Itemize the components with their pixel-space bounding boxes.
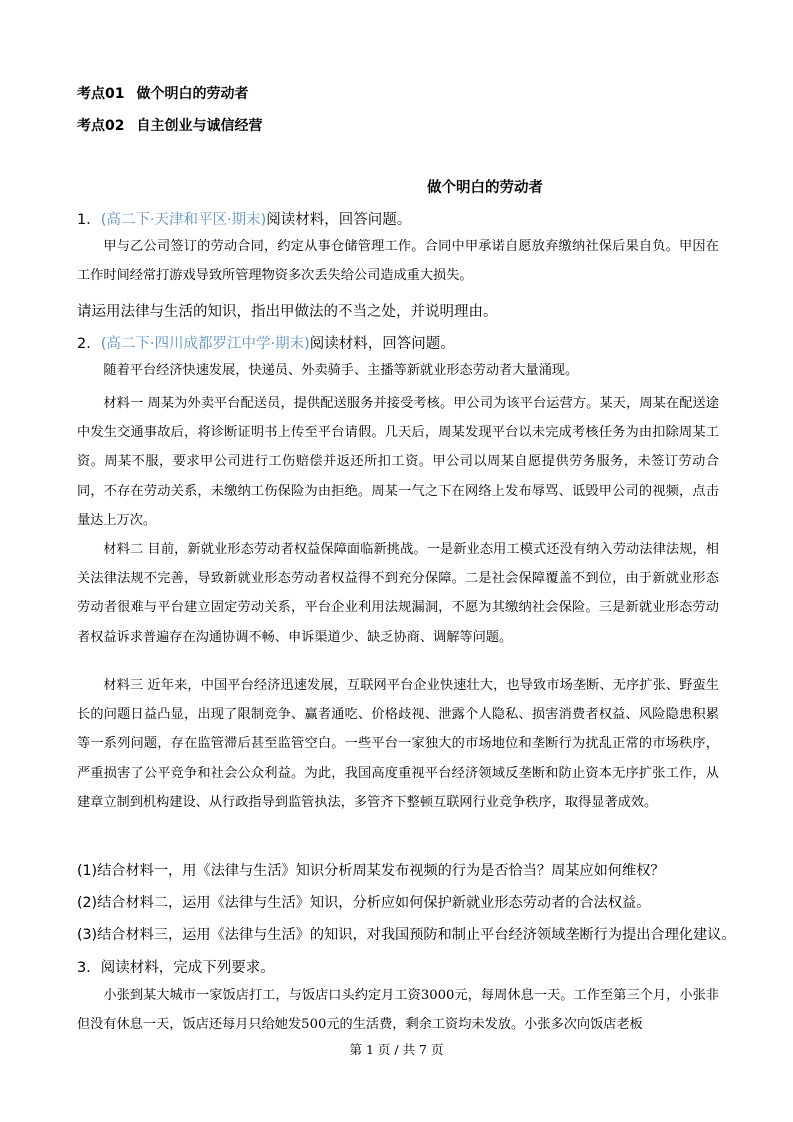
outline-code: 考点02 (77, 118, 125, 134)
question-2-sub-3: (3)结合材料三，运用《法律与生活》的知识，对我国预防和制止平台经济领域垄断行为提出合理化建议。 (77, 927, 736, 943)
section-title: 做个明白的劳动者 (427, 180, 543, 196)
outline-item-2 (77, 115, 262, 135)
question-2-header (77, 332, 455, 353)
question-1-header (77, 208, 411, 229)
outline-title: 做个明白的劳动者 (136, 86, 249, 102)
question-source: (高二下·四川成都罗江中学·期末) (100, 336, 310, 352)
question-prompt: 阅读材料，完成下列要求。 (100, 960, 275, 976)
question-2-sub-2: (2)结合材料二，运用《法律与生活》知识，分析应如何保护新就业形态劳动者的合法权益。 (77, 895, 651, 911)
question-number: 1． (77, 212, 101, 228)
question-2-material-2: 材料二 目前，新就业形态劳动者权益保障面临新挑战。一是新业态用工模式还没有纳入劳动法律法规，相关法律法规不完善，导致新就业形态劳动者权益得不到充分保障。二是社会保障覆盖不到位，由于新就业形态劳动者很难与平台建立固定劳动关系，平台企业利用法规漏洞，不愿为其缴纳社会保险。三是新就业形态劳动者权益诉求普遍存在沟通协调不畅、申诉渠道少、缺乏协商、调解等问题。 (77, 542, 719, 645)
outline-code: 考点01 (77, 86, 125, 102)
question-2-material-3: 材料三 近年来，中国平台经济迅速发展，互联网平台企业快速壮大，也导致市场垄断、无序扩张、野蛮生长的问题日益凸显，出现了限制竞争、赢者通吃、价格歧视、泄露个人隐私、损害消费者权益、风险隐患积累等一系列问题，存在监管滞后甚至监管空白。一些平台一家独大的市场地位和垄断行为扰乱正常的市场秩序，严重损害了公平竞争和社会公众利益。为此，我国高度重视平台经济领域反垄断和防止资本无序扩张工作，从建章立制到机构建设、从行政指导到监管执法，多管齐下整顿互联网行业竞争秩序，取得显著成效。 (77, 678, 719, 810)
question-prompt: 阅读材料，回答问题。 (309, 336, 455, 352)
outline-item-1 (77, 83, 248, 103)
question-number: 2． (77, 336, 101, 352)
question-3-header (77, 956, 275, 977)
question-2-intro: 随着平台经济快速发展，快递员、外卖骑手、主播等新就业形态劳动者大量涌现。 (103, 363, 579, 378)
page-footer: 第 1 页 / 共 7 页 (349, 1042, 444, 1057)
question-3-material: 小张到某大城市一家饭店打工，与饭店口头约定月工资3000元，每周休息一天。工作至第三个月，小张非但没有休息一天，饭店还每月只给她发500元的生活费，剩余工资均未发放。小张多次向饭店老板 (77, 988, 719, 1033)
question-1-ask: 请运用法律与生活的知识，指出甲做法的不当之处，并说明理由。 (77, 304, 498, 320)
question-2-material-1: 材料一 周某为外卖平台配送员，提供配送服务并接受考核。甲公司为该平台运营方。某天，周某在配送途中发生交通事故后，将诊断证明书上传至平台请假。几天后，周某发现平台以未完成考核任务为由扣除周某工资。周某不服，要求甲公司进行工伤赔偿并返还所扣工资。甲公司以周某自愿提供劳务服务，未签订劳动合同，不存在劳动关系，未缴纳工伤保险为由拒绝。周某一气之下在网络上发布辱骂、诋毁甲公司的视频，点击量达上万次。 (77, 396, 719, 528)
question-1-material: 甲与乙公司签订的劳动合同，约定从事仓储管理工作。合同中甲承诺自愿放弃缴纳社保后果自负。甲因在工作时间经常打游戏导致所管理物资多次丢失给公司造成重大损失。 (77, 239, 719, 284)
question-number: 3． (77, 960, 101, 976)
question-prompt: 阅读材料，回答问题。 (266, 212, 412, 228)
question-2-sub-1: (1)结合材料一，用《法律与生活》知识分析周某发布视频的行为是否恰当？周某应如何维权？ (77, 863, 665, 879)
question-source: (高二下·天津和平区·期末) (100, 212, 267, 228)
outline-title: 自主创业与诚信经营 (136, 118, 263, 134)
